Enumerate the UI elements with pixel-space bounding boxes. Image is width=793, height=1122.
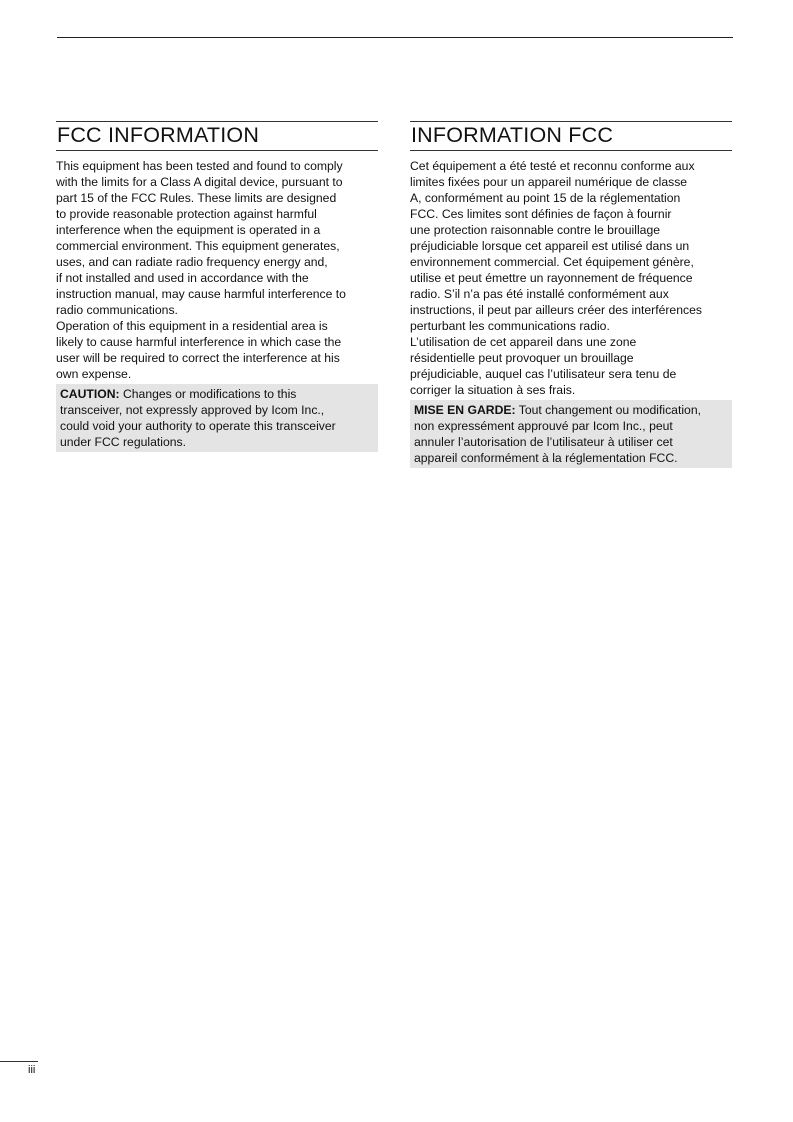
caution-line: appareil conformément à la réglementation FCC. xyxy=(414,451,678,465)
french-column xyxy=(410,121,732,468)
information-fcc-heading: INFORMATION FCC xyxy=(410,122,732,151)
caution-line: under FCC regulations. xyxy=(60,435,186,449)
page-number: iii xyxy=(28,1064,36,1076)
text-line: radio. S’il n’a pas été installé conformément aux xyxy=(410,287,669,301)
text-line: A, conformément au point 15 de la réglementation xyxy=(410,191,681,205)
caution-line xyxy=(414,402,728,418)
caution-line xyxy=(60,386,374,402)
text-line: Operation of this equipment in a residential area is xyxy=(56,319,328,333)
fcc-body-text-fr xyxy=(410,158,732,398)
text-line: FCC. Ces limites sont définies de façon à fournir xyxy=(410,207,672,221)
english-column xyxy=(56,121,378,452)
text-line: corriger la situation à ses frais. xyxy=(410,383,576,397)
text-line: to provide reasonable protection against harmful xyxy=(56,207,317,221)
caution-label: MISE EN GARDE: xyxy=(414,403,516,417)
caution-box xyxy=(56,384,378,452)
caution-line: could void your authority to operate this transceiver xyxy=(60,419,336,433)
caution-line: annuler l’autorisation de l’utilisateur à utiliser cet xyxy=(414,435,673,449)
caution-line: non expressément approuvé par Icom Inc., peut xyxy=(414,419,673,433)
caution-line: transceiver, not expressly approved by Icom Inc., xyxy=(60,403,325,417)
text-line: likely to cause harmful interference in which case the xyxy=(56,335,342,349)
text-line: commercial environment. This equipment generates, xyxy=(56,239,340,253)
text-line: utilise et peut émettre un rayonnement de fréquence xyxy=(410,271,693,285)
text-line: résidentielle peut provoquer un brouillage xyxy=(410,351,634,365)
text-line: uses, and can radiate radio frequency energy and, xyxy=(56,255,328,269)
text-line: perturbant les communications radio. xyxy=(410,319,610,333)
text-line: user will be required to correct the interference at his xyxy=(56,351,340,365)
text-line: radio communications. xyxy=(56,303,178,317)
mise-en-garde-box xyxy=(410,400,732,468)
fcc-body-text xyxy=(56,158,378,382)
text-line: instructions, il peut par ailleurs créer des interférences xyxy=(410,303,702,317)
fcc-information-heading: FCC INFORMATION xyxy=(56,122,378,151)
text-line: own expense. xyxy=(56,367,132,381)
page-number-rule xyxy=(0,1061,38,1062)
text-line: L’utilisation de cet appareil dans une zone xyxy=(410,335,637,349)
text-line: instruction manual, may cause harmful interference to xyxy=(56,287,346,301)
text-line: interference when the equipment is operated in a xyxy=(56,223,321,237)
top-rule xyxy=(57,37,733,38)
text-line: Cet équipement a été testé et reconnu conforme aux xyxy=(410,159,695,173)
text-line: environnement commercial. Cet équipement génère, xyxy=(410,255,694,269)
text-line: limites fixées pour un appareil numérique de classe xyxy=(410,175,688,189)
text-line: préjudiciable lorsque cet appareil est utilisé dans un xyxy=(410,239,690,253)
caution-text: Tout changement ou modification, xyxy=(515,403,701,417)
text-line: with the limits for a Class A digital device, pursuant to xyxy=(56,175,343,189)
caution-label: CAUTION: xyxy=(60,387,120,401)
caution-text: Changes or modifications to this xyxy=(119,387,297,401)
text-line: une protection raisonnable contre le brouillage xyxy=(410,223,661,237)
text-line: This equipment has been tested and found to comply xyxy=(56,159,343,173)
text-line: if not installed and used in accordance with the xyxy=(56,271,309,285)
text-line: préjudiciable, auquel cas l’utilisateur sera tenu de xyxy=(410,367,677,381)
text-line: part 15 of the FCC Rules. These limits are designed xyxy=(56,191,337,205)
